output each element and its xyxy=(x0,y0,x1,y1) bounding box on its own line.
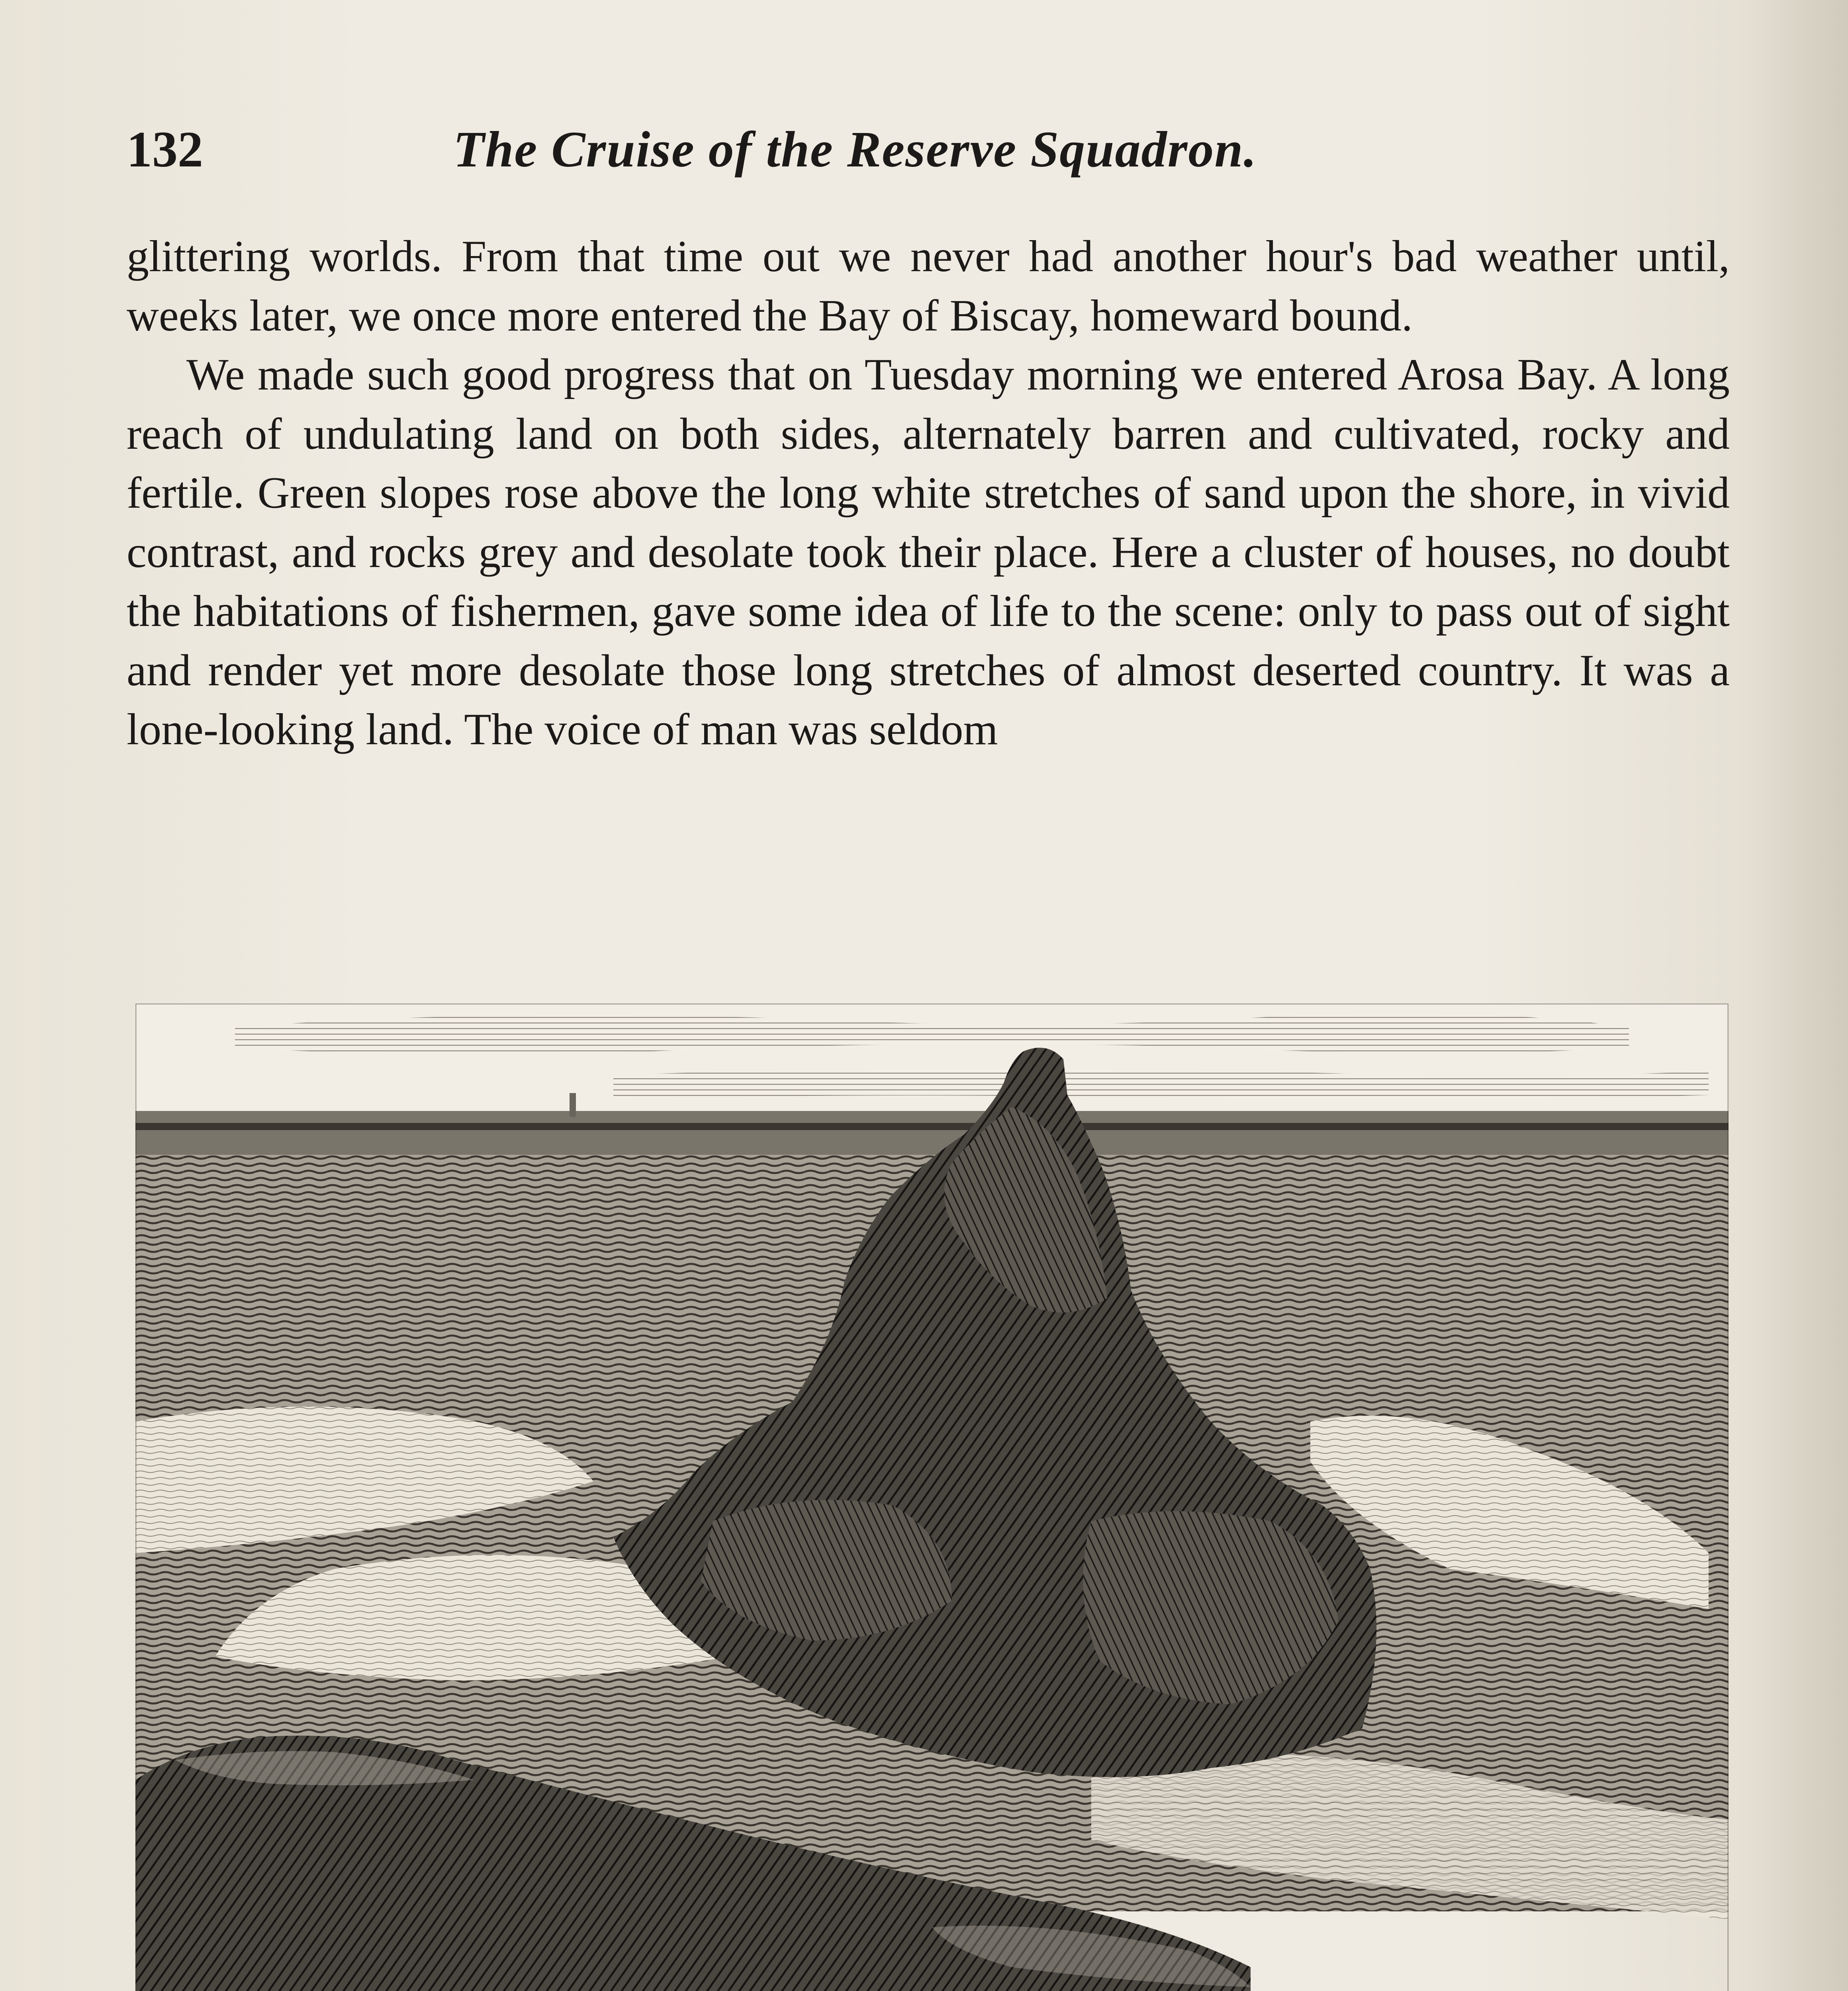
page-number: 132 xyxy=(127,121,203,178)
engraving-distant-lighthouse xyxy=(570,1093,576,1117)
paragraph-arosa-bay: We made such good progress that on Tuesday morning we entered Arosa Bay. A long reach of undulating land on both sides, alternately barren and cultivated, rocky and fertile. Green slopes rose above the long white stretches of sand upon the shore, in vivid contrast, and rocks grey and desolate took their place. Here a cluster of houses, no doubt the habitations of fishermen, gave some idea of life to the scene: only to pass out of sight and render yet more desolate those long stretches of almost deserted country. It was a lone-looking land. The voice of man was seldom xyxy=(127,350,1730,754)
text-block-top xyxy=(127,227,1730,759)
paragraph-continued: glittering worlds. From that time out we never had another hour's bad weather until, weeks later, we once more entered the Bay of Biscay, homeward bound. xyxy=(127,232,1730,340)
running-title: The Cruise of the Reserve Squadron. xyxy=(453,121,1257,178)
page-header xyxy=(127,115,1729,183)
page-gutter-shadow xyxy=(1744,0,1848,1991)
engraving-horizon xyxy=(135,1111,1729,1159)
engraving-bishop-rock xyxy=(135,1003,1729,1991)
